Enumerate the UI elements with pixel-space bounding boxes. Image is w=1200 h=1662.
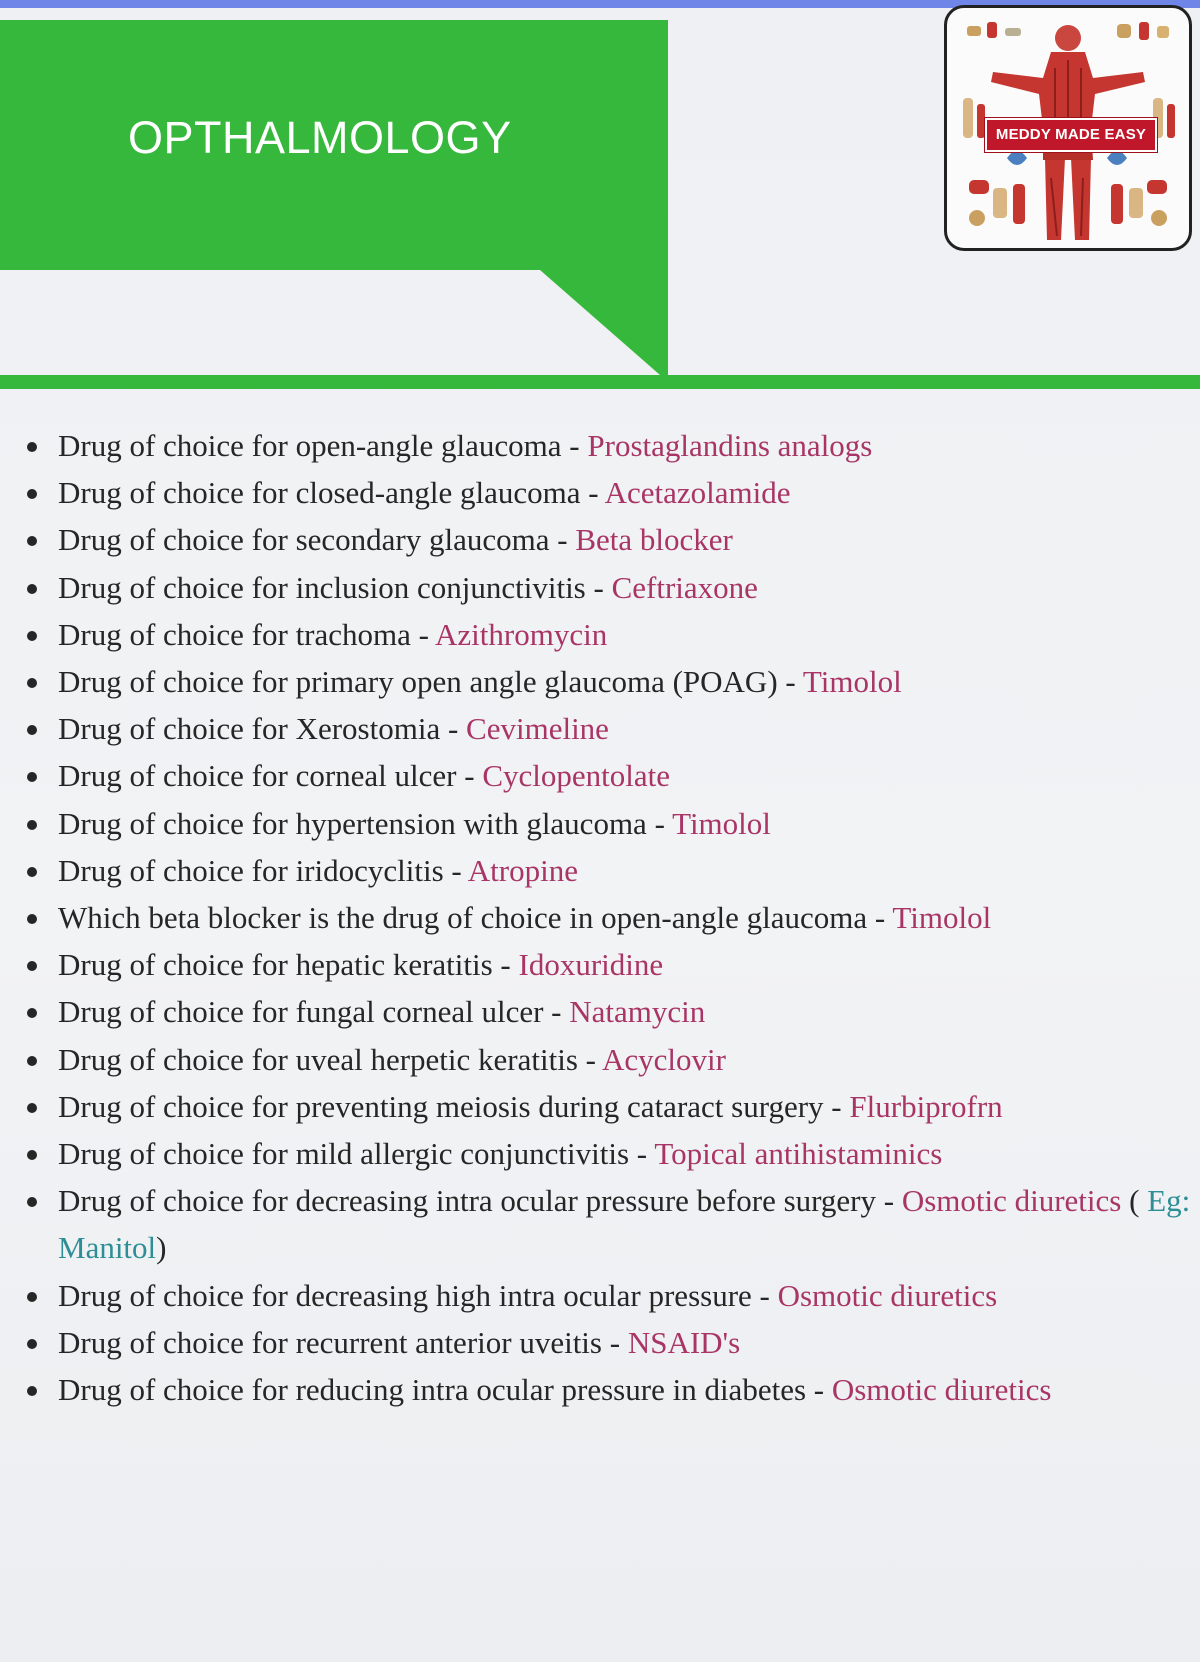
item-question: Drug of choice for uveal herpetic keratitis - bbox=[58, 1041, 602, 1077]
item-answer: Osmotic diuretics bbox=[777, 1277, 998, 1313]
list-item bbox=[24, 1272, 1192, 1319]
list-item bbox=[24, 564, 1192, 611]
list-item bbox=[24, 894, 1192, 941]
item-note-open: ( bbox=[1121, 1183, 1148, 1219]
item-answer: Natamycin bbox=[569, 994, 706, 1030]
item-question: Drug of choice for primary open angle glaucoma (POAG) - bbox=[58, 664, 803, 700]
item-answer: Flurbiprofrn bbox=[849, 1088, 1003, 1124]
item-question: Drug of choice for open-angle glaucoma - bbox=[58, 428, 588, 463]
item-answer: Timolol bbox=[892, 900, 992, 936]
item-example: Eg: Manitol bbox=[58, 1183, 1191, 1266]
list-item bbox=[24, 516, 1192, 563]
item-answer: Azithromycin bbox=[435, 616, 608, 652]
item-question: Drug of choice for decreasing intra ocular pressure before surgery - bbox=[58, 1183, 902, 1219]
list-item bbox=[24, 847, 1192, 894]
header-divider bbox=[0, 375, 1200, 389]
item-question: Drug of choice for hepatic keratitis - bbox=[58, 947, 519, 983]
item-question: Drug of choice for closed-angle glaucoma - bbox=[58, 475, 605, 511]
drug-of-choice-list bbox=[24, 422, 1192, 1413]
item-answer: Timolol bbox=[802, 664, 902, 700]
meddy-made-easy-logo bbox=[944, 5, 1192, 251]
item-answer: Topical antihistaminics bbox=[654, 1136, 943, 1172]
item-question: Drug of choice for decreasing high intra ocular pressure - bbox=[58, 1277, 778, 1313]
item-question: Drug of choice for mild allergic conjunctivitis - bbox=[58, 1136, 655, 1172]
item-question: Drug of choice for recurrent anterior uveitis - bbox=[58, 1324, 628, 1360]
list-item bbox=[24, 1319, 1192, 1366]
item-note-close: ) bbox=[156, 1230, 167, 1266]
item-answer: Acetazolamide bbox=[604, 475, 791, 511]
title-banner bbox=[0, 20, 668, 375]
list-item bbox=[24, 1130, 1192, 1177]
list-item bbox=[24, 1177, 1192, 1271]
list-item bbox=[24, 469, 1192, 516]
item-question: Drug of choice for reducing intra ocular pressure in diabetes - bbox=[58, 1372, 832, 1408]
item-answer: Cevimeline bbox=[466, 711, 609, 747]
item-question: Drug of choice for fungal corneal ulcer - bbox=[58, 994, 570, 1030]
item-answer: Atropine bbox=[467, 852, 578, 888]
page-title: OPTHALMOLOGY bbox=[128, 112, 512, 163]
item-question: Drug of choice for secondary glaucoma - bbox=[58, 522, 576, 558]
list-item bbox=[24, 1036, 1192, 1083]
item-question: Drug of choice for preventing meiosis during cataract surgery - bbox=[58, 1088, 850, 1124]
list-item bbox=[24, 658, 1192, 705]
item-question: Drug of choice for hypertension with glaucoma - bbox=[58, 805, 673, 841]
item-answer: Timolol bbox=[672, 805, 771, 841]
list-item bbox=[24, 1083, 1192, 1130]
item-answer: Osmotic diuretics bbox=[901, 1183, 1122, 1219]
list-item bbox=[24, 941, 1192, 988]
item-question: Drug of choice for iridocyclitis - bbox=[58, 852, 468, 888]
item-answer: Cyclopentolate bbox=[482, 758, 670, 794]
logo-label: MEDDY MADE EASY bbox=[985, 118, 1157, 152]
item-answer: Ceftriaxone bbox=[611, 569, 758, 605]
item-answer: Idoxuridine bbox=[518, 947, 664, 983]
item-question: Drug of choice for inclusion conjunctivitis - bbox=[58, 569, 612, 605]
item-answer: Acyclovir bbox=[602, 1041, 726, 1077]
item-question: Drug of choice for Xerostomia - bbox=[58, 711, 467, 747]
item-answer: Prostaglandins analogs bbox=[587, 428, 873, 463]
item-answer: Osmotic diuretics bbox=[831, 1372, 1052, 1408]
item-question: Which beta blocker is the drug of choice in open-angle glaucoma - bbox=[58, 900, 893, 936]
item-answer: Beta blocker bbox=[575, 522, 733, 558]
list-item bbox=[24, 800, 1192, 847]
list-item bbox=[24, 1366, 1192, 1413]
item-question: Drug of choice for trachoma - bbox=[58, 616, 436, 652]
item-question: Drug of choice for corneal ulcer - bbox=[58, 758, 483, 794]
list-item bbox=[24, 705, 1192, 752]
list-item bbox=[24, 611, 1192, 658]
item-answer: NSAID's bbox=[627, 1324, 741, 1360]
list-item bbox=[24, 988, 1192, 1035]
list-item bbox=[24, 422, 1192, 469]
list-item bbox=[24, 752, 1192, 799]
